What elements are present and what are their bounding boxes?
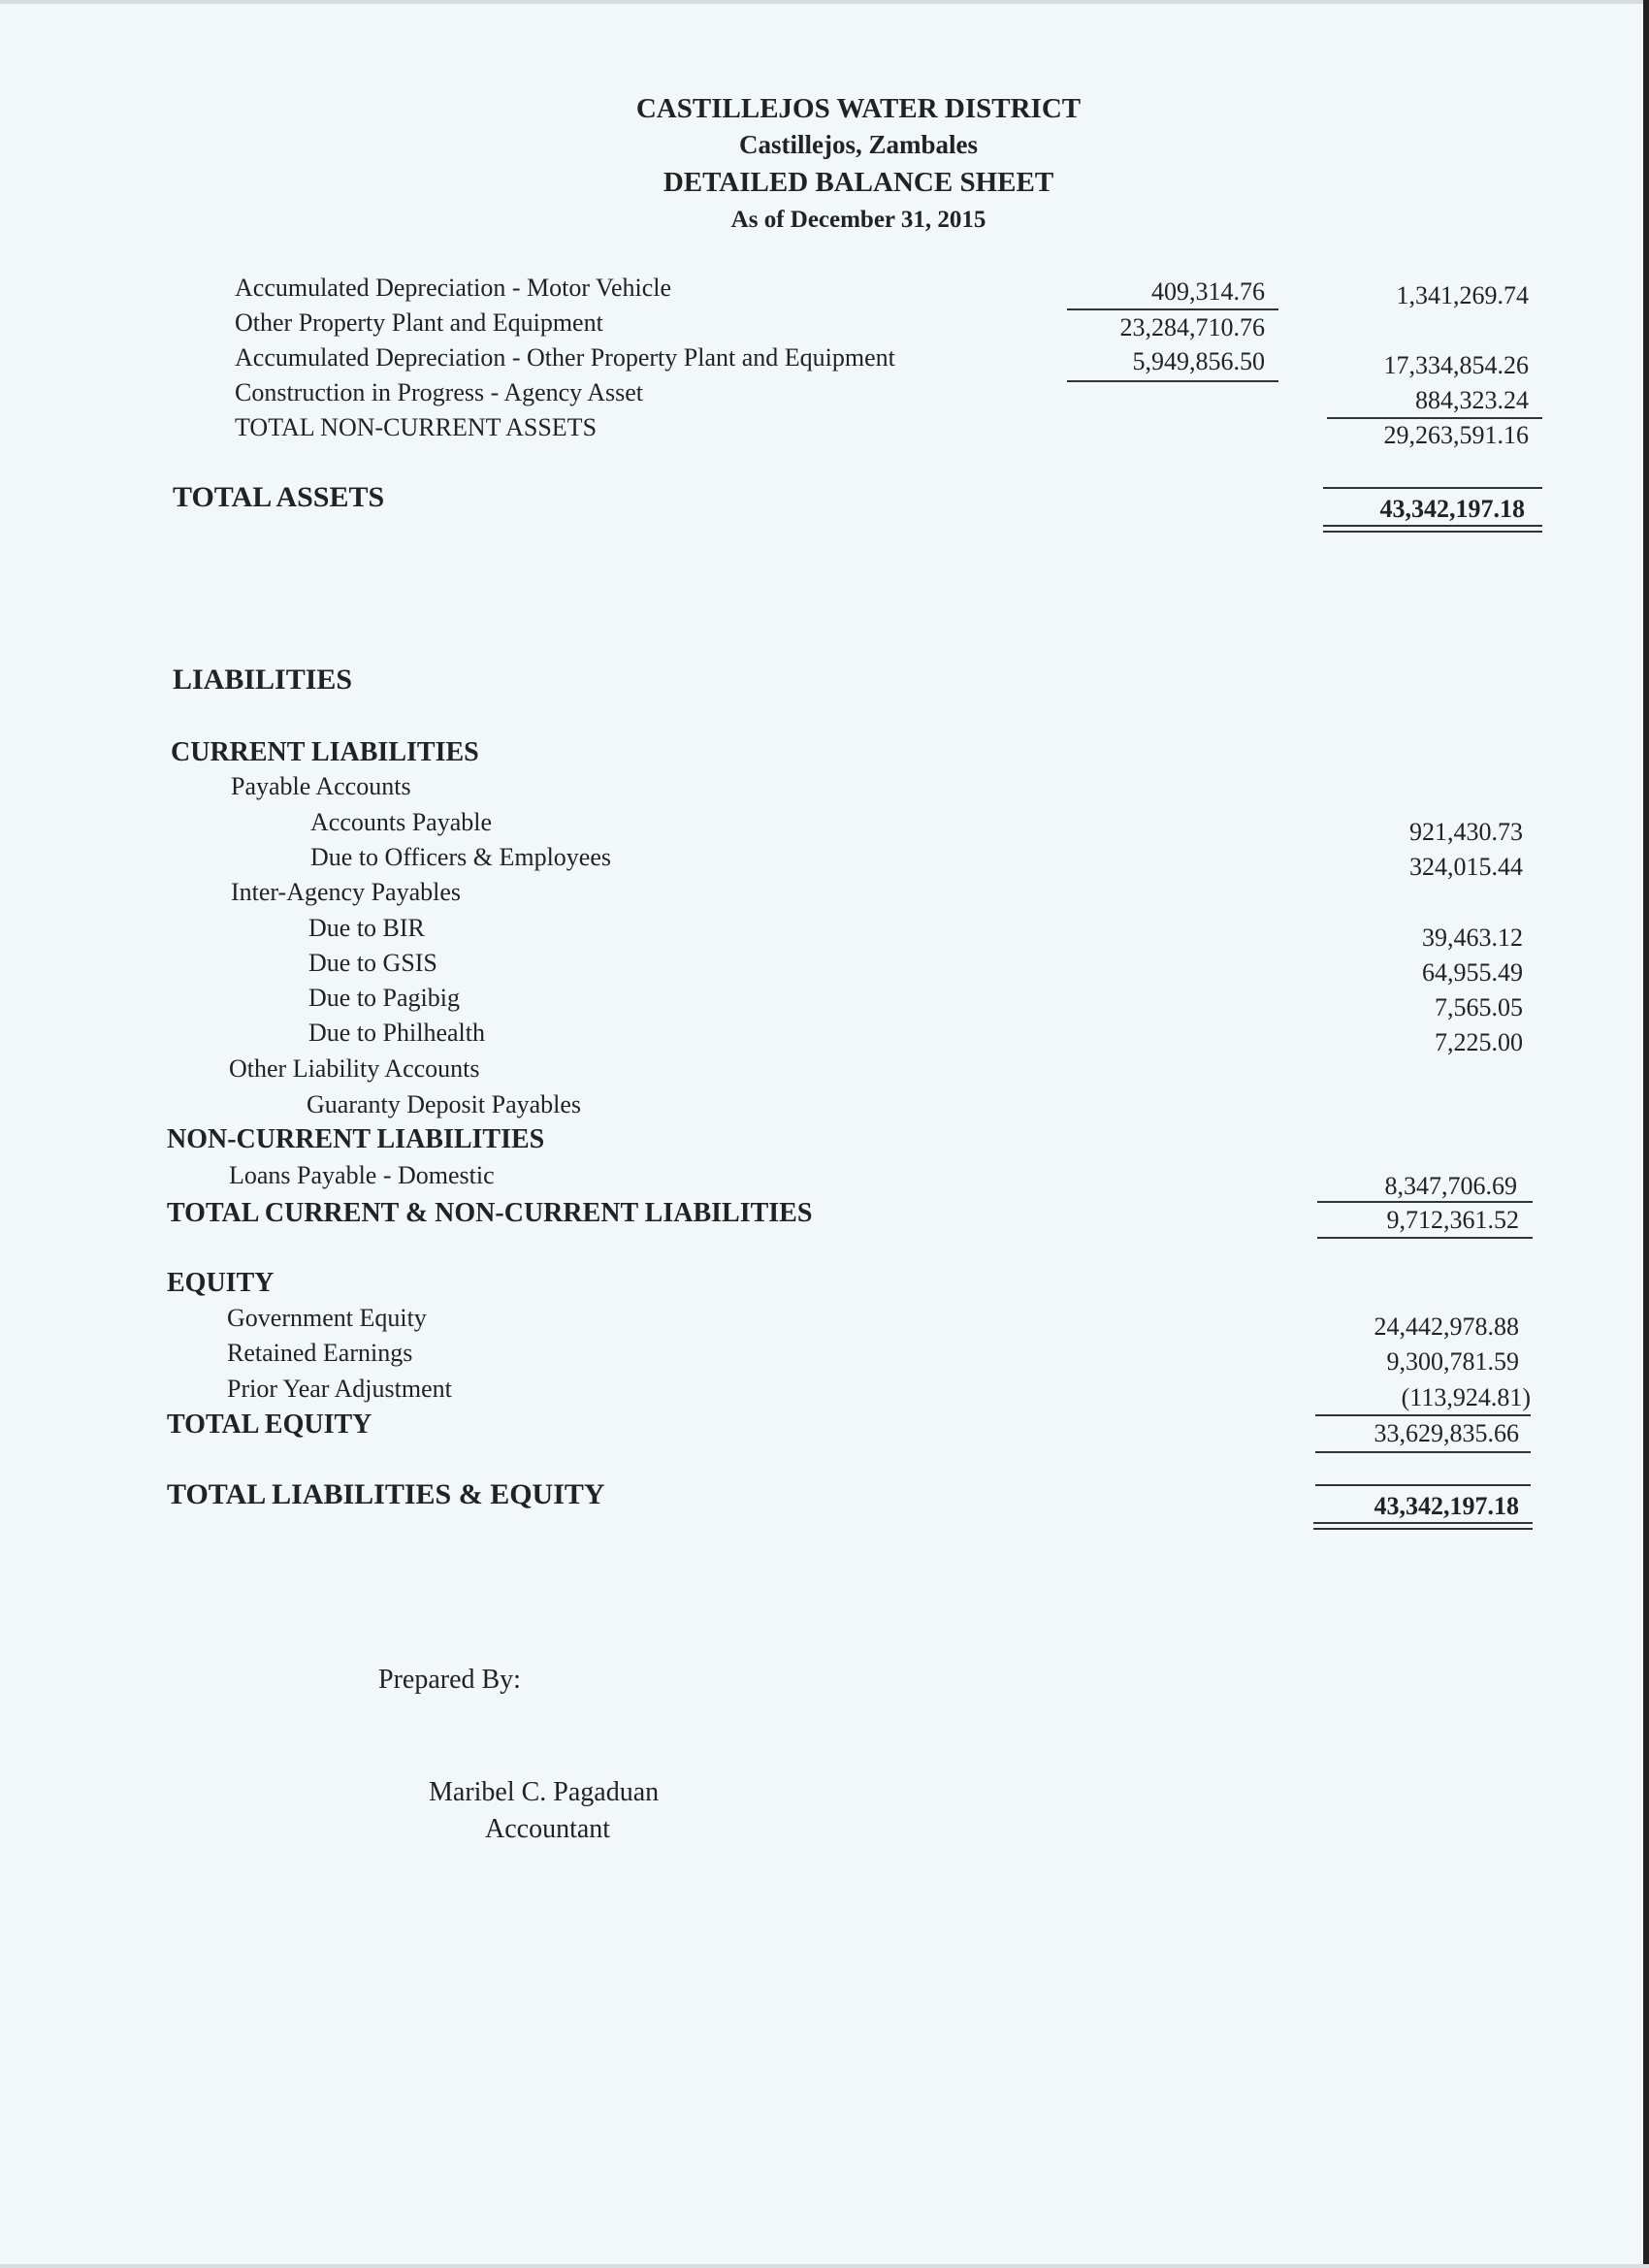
due-gsis-label: Due to GSIS [308,949,437,977]
double-underline [1313,1522,1533,1524]
underline-total [1317,1237,1533,1239]
loans-payable-label: Loans Payable - Domestic [229,1161,495,1189]
acc-dep-other-label: Accumulated Depreciation - Other Property Plant and Equipment [235,343,895,372]
preparer-name: Maribel C. Pagaduan [429,1777,660,1807]
guaranty-deposit-label: Guaranty Deposit Payables [307,1090,582,1118]
noncurrent-liabilities-heading: NON-CURRENT LIABILITIES [167,1124,545,1154]
preparer-position: Accountant [485,1814,611,1844]
due-philhealth-value: 7,225.00 [1435,1028,1523,1056]
government-equity-value: 24,442,978.88 [1374,1312,1519,1341]
liabilities-heading: LIABILITIES [173,664,353,696]
due-officers-label: Due to Officers & Employees [310,843,611,871]
acc-dep-other-col1: 5,949,856.50 [1132,347,1265,375]
due-bir-value: 39,463.12 [1422,923,1523,952]
total-noncurrent-assets-label: TOTAL NON-CURRENT ASSETS [235,413,598,441]
due-bir-label: Due to BIR [308,914,425,942]
total-liabilities-equity-value: 43,342,197.18 [1374,1492,1519,1520]
loans-payable-value: 8,347,706.69 [1384,1172,1517,1200]
org-name: CASTILLEJOS WATER DISTRICT [635,93,1082,124]
due-pagibig-value: 7,565.05 [1435,993,1523,1021]
total-liabilities-equity-label: TOTAL LIABILITIES & EQUITY [167,1478,605,1510]
underline-col2 [1327,417,1542,419]
prior-year-adjustment-label: Prior Year Adjustment [227,1375,452,1403]
acc-dep-motor-col2: 1,341,269.74 [1396,281,1529,309]
prior-year-adjustment-value: (113,924.81) [1401,1383,1531,1411]
underline-col1 [1067,308,1278,310]
total-assets-label: TOTAL ASSETS [173,481,385,513]
acc-dep-motor-label: Accumulated Depreciation - Motor Vehicle [235,274,672,302]
other-liability-label: Other Liability Accounts [229,1054,480,1083]
other-ppe-col1: 23,284,710.76 [1119,313,1265,341]
due-gsis-value: 64,955.49 [1422,958,1523,987]
government-equity-label: Government Equity [227,1304,427,1332]
scan-edge-top [0,0,1649,4]
total-equity-value: 33,629,835.66 [1374,1419,1519,1447]
underline-total [1315,1451,1531,1453]
acc-dep-motor-col1: 409,314.76 [1151,277,1265,306]
scan-edge-bottom [0,2264,1649,2268]
total-assets-value: 43,342,197.18 [1379,495,1525,523]
rule-line [1323,487,1542,489]
report-date: As of December 31, 2015 [730,207,986,233]
acc-dep-other-col2: 17,334,854.26 [1383,351,1529,379]
payable-accounts-label: Payable Accounts [231,772,411,800]
other-ppe-label: Other Property Plant and Equipment [235,308,603,337]
rule-line [1315,1484,1531,1486]
total-liabilities-value: 9,712,361.52 [1386,1206,1519,1234]
underline-total [1317,1201,1533,1203]
org-location: Castillejos, Zambales [739,130,978,159]
total-equity-label: TOTAL EQUITY [167,1409,372,1440]
current-liabilities-heading: CURRENT LIABILITIES [171,737,479,767]
inter-agency-label: Inter-Agency Payables [231,878,461,906]
due-philhealth-label: Due to Philhealth [308,1019,485,1047]
scan-edge-right [1643,0,1649,2268]
construction-label: Construction in Progress - Agency Asset [235,378,644,406]
report-title: DETAILED BALANCE SHEET [663,167,1054,198]
due-pagibig-label: Due to Pagibig [308,984,460,1012]
due-officers-value: 324,015.44 [1409,853,1523,881]
total-noncurrent-assets-value: 29,263,591.16 [1383,421,1529,449]
double-underline [1323,525,1542,527]
double-underline [1323,531,1542,533]
underline-total [1315,1414,1531,1416]
accounts-payable-value: 921,430.73 [1409,818,1523,846]
underline-col1 [1067,380,1278,382]
prepared-by-label: Prepared By: [378,1665,521,1695]
retained-earnings-label: Retained Earnings [227,1339,413,1367]
double-underline [1313,1528,1533,1530]
retained-earnings-value: 9,300,781.59 [1386,1347,1519,1376]
construction-col2: 884,323.24 [1415,386,1529,414]
total-liabilities-label: TOTAL CURRENT & NON-CURRENT LIABILITIES [167,1198,813,1228]
equity-heading: EQUITY [167,1268,275,1298]
accounts-payable-label: Accounts Payable [310,808,493,836]
